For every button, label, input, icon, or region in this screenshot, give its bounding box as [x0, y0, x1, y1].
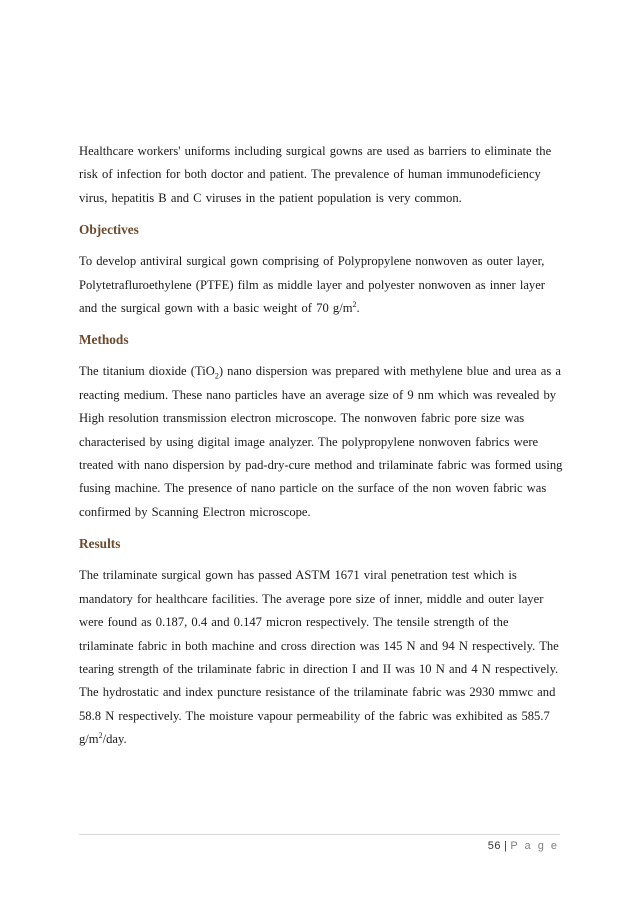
objectives-line: To develop antiviral surgical gown comprising of Polypropylene nonwoven as outer layer, — [79, 254, 545, 269]
results-line: 58.8 N respectively. The moisture vapour permeability of the fabric was exhibited as 585.7 — [79, 708, 550, 723]
superscript: 2 — [98, 730, 103, 740]
results-line: trilaminate fabric in both machine and cross direction was 145 N and 94 N respectively. The — [79, 638, 559, 653]
results-line-end: /day. — [102, 732, 127, 747]
page-label: P a g e — [510, 840, 559, 852]
page-content — [79, 140, 569, 752]
results-paragraph — [79, 564, 569, 751]
results-line: The trilaminate surgical gown has passed ASTM 1671 viral penetration test which is — [79, 568, 517, 583]
methods-line: characterised by using digital image analyzer. The polypropylene nonwoven fabrics were — [79, 434, 539, 449]
methods-line-text: The titanium dioxide (TiO — [79, 364, 215, 379]
methods-line: treated with nano dispersion by pad-dry-cure method and trilaminate fabric was formed using — [79, 458, 563, 473]
methods-line: High resolution transmission electron microscope. The nonwoven fabric pore size was — [79, 411, 525, 426]
intro-line: virus, hepatitis B and C viruses in the patient population is very common. — [79, 190, 462, 205]
page-footer — [488, 840, 559, 852]
methods-paragraph — [79, 360, 569, 524]
results-line: mandatory for healthcare facilities. The average pore size of inner, middle and outer layer — [79, 591, 544, 606]
methods-line: fusing machine. The presence of nano particle on the surface of the non woven fabric was — [79, 481, 547, 496]
results-line: tearing strength of the trilaminate fabric in direction I and II was 10 N and 4 N respectively. — [79, 661, 559, 676]
objectives-line-text: and the surgical gown with a basic weight of 70 g/m — [79, 301, 353, 316]
objectives-line-end: . — [356, 301, 360, 316]
methods-line: confirmed by Scanning Electron microscope. — [79, 504, 311, 519]
footer-separator: | — [503, 840, 508, 852]
methods-line: reacting medium. These nano particles have an average size of 9 nm which was revealed by — [79, 387, 557, 402]
objectives-line — [79, 297, 569, 320]
results-line: were found as 0.187, 0.4 and 0.147 micron respectively. The tensile strength of the — [79, 615, 509, 630]
results-line-text: g/m — [79, 732, 99, 747]
results-line — [79, 728, 569, 751]
intro-paragraph — [79, 140, 569, 210]
methods-heading: Methods — [79, 332, 129, 348]
superscript: 2 — [352, 299, 357, 309]
results-heading: Results — [79, 536, 121, 552]
objectives-paragraph — [79, 250, 569, 320]
intro-line: Healthcare workers' uniforms including surgical gowns are used as barriers to eliminate the — [79, 144, 552, 158]
page-number: 56 — [487, 840, 501, 852]
methods-line-end: ) nano dispersion was prepared with methylene blue and urea as a — [218, 364, 561, 379]
intro-line: risk of infection for both doctor and patient. The prevalence of human immunodeficiency — [79, 167, 541, 182]
objectives-line: Polytetrafluroethylene (PTFE) film as middle layer and polyester nonwoven as inner layer — [79, 277, 545, 292]
methods-line — [79, 360, 569, 383]
results-line: The hydrostatic and index puncture resistance of the trilaminate fabric was 2930 mmwc and — [79, 685, 556, 700]
objectives-heading: Objectives — [79, 222, 139, 238]
subscript: 2 — [214, 371, 219, 381]
footer-divider — [79, 834, 560, 835]
